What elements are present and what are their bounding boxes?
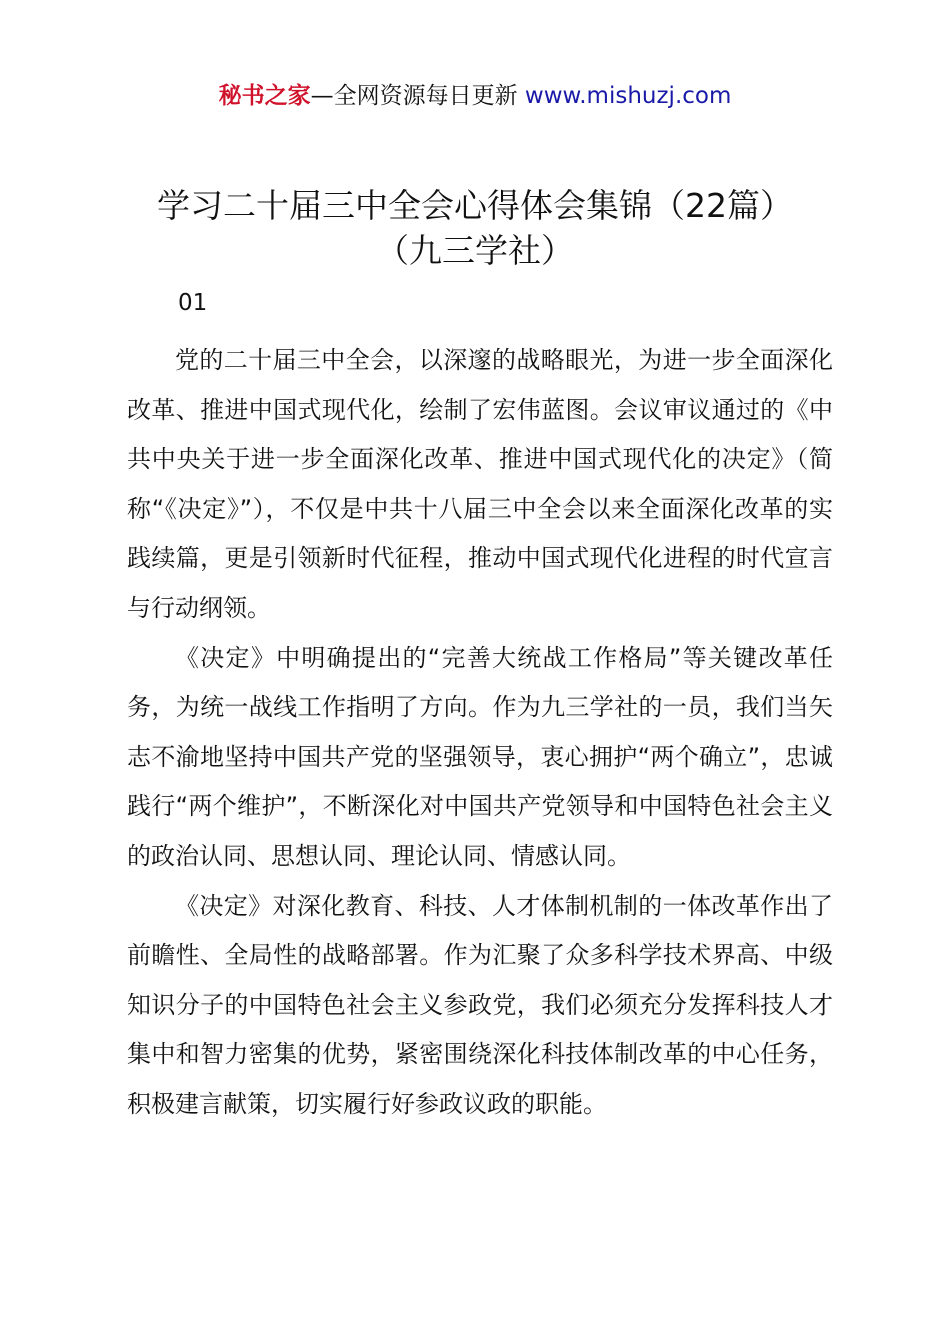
paragraph-3: 《决定》对深化教育、科技、人才体制机制的一体改革作出了前瞻性、全局性的战略部署。作为汇聚了众多科学技术界高、中级知识分子的中国特色社会主义参政党，我们必须充分发挥科技人才集中和智力密集的优势，紧密围绕深化科技体制改革的中心任务，积极建言献策，切实履行好参政议政的职能。 xyxy=(127,891,833,1118)
section-number: 01 xyxy=(178,290,208,316)
title-line-main: 学习二十届三中全会心得体会集锦（22篇） xyxy=(157,186,793,225)
site-header xyxy=(0,80,950,112)
site-url-link[interactable]: www.mishuzj.com xyxy=(524,83,732,109)
paragraph-2: 《决定》中明确提出的“完善大统战工作格局”等关键改革任务，为统一战线工作指明了方向。作为九三学社的一员，我们当矢志不渝地坚持中国共产党的坚强领导，衷心拥护“两个确立”，忠诚践行“两个维护”，不断深化对中国共产党领导和中国特色社会主义的政治认同、思想认同、理论认同、情感认同。 xyxy=(127,643,833,870)
paragraph-1: 党的二十届三中全会，以深邃的战略眼光，为进一步全面深化改革、推进中国式现代化，绘制了宏伟蓝图。会议审议通过的《中共中央关于进一步全面深化改革、推进中国式现代化的决定》（简称“《决定》”），不仅是中共十八届三中全会以来全面深化改革的实践续篇，更是引领新时代征程，推动中国式现代化进程的时代宣言与行动纲领。 xyxy=(127,346,833,622)
document-title xyxy=(0,183,950,273)
document-body xyxy=(127,336,833,1130)
title-line-sub: （九三学社） xyxy=(376,231,574,270)
brand-name: 秘书之家 xyxy=(218,83,311,109)
header-tagline: —全网资源每日更新 xyxy=(310,83,518,109)
